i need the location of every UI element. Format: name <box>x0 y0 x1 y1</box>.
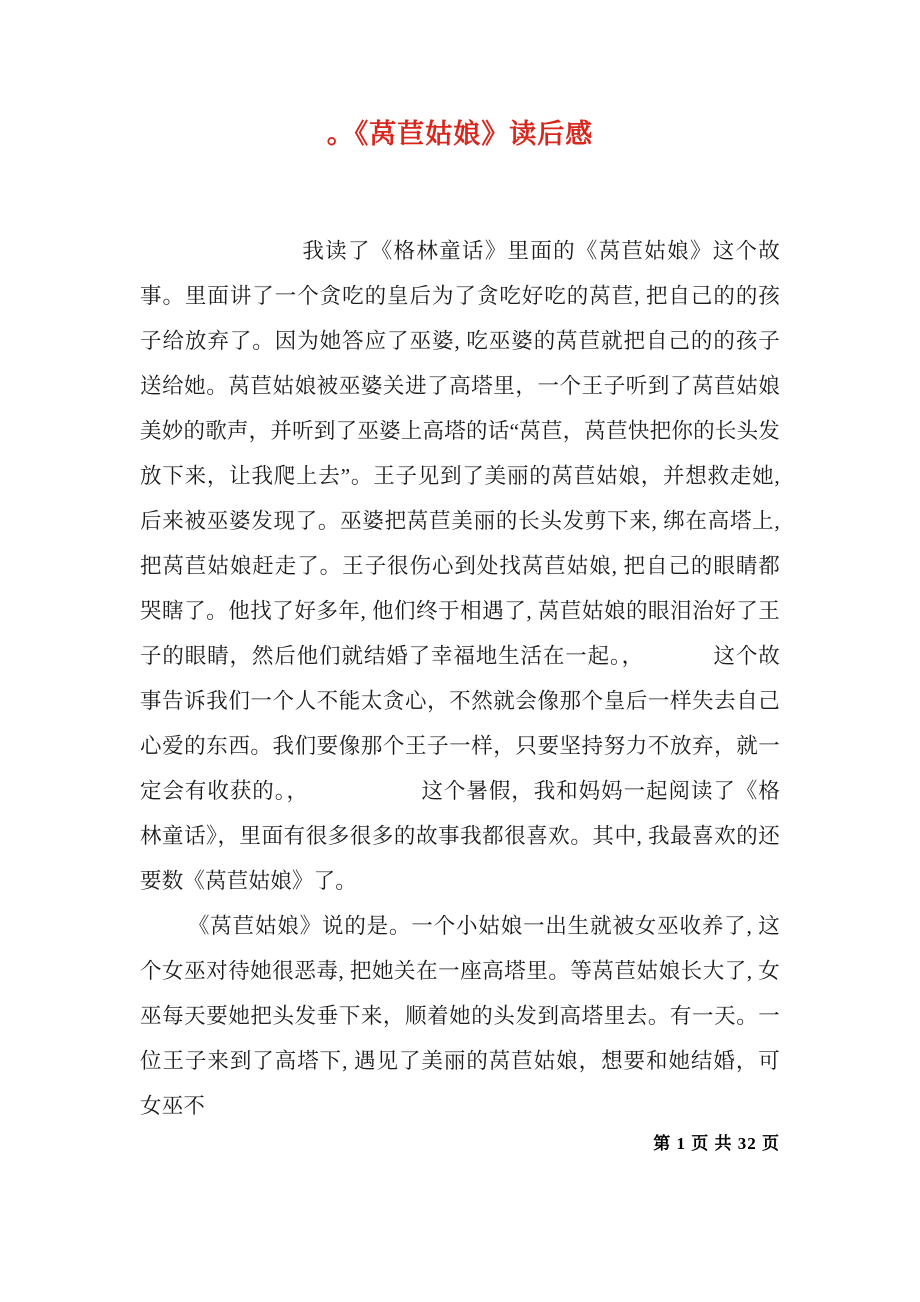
paragraph-block <box>140 229 780 904</box>
paragraph-text-4: 《莴苣姑娘》说的是。一个小姑娘一出生就被女巫收养了, 这个女巫对待她很恶毒, 把她关在一座高塔里。等莴苣姑娘长大了, 女巫每天要她把头发垂下来，顺着她的头发到高塔里去。有一天。一位王子来到了高塔下, 遇见了美丽的莴苣姑娘，想要和她结婚，可女巫不 <box>140 914 780 1118</box>
paragraph-text-3: 这个暑假，我和妈妈一起阅读了《格林童话》，里面有很多很多的故事我都很喜欢。其中, 我最喜欢的还要数《莴苣姑娘》了。 <box>140 779 781 893</box>
paragraph-text-1: 我读了《格林童话》里面的《莴苣姑娘》这个故事。里面讲了一个贪吃的皇后为了贪吃好吃的莴苣, 把自己的的孩子给放弃了。因为她答应了巫婆, 吃巫婆的莴苣就把自己的的孩子送给她。莴苣姑娘被巫婆关进了高塔里，一个王子听到了莴苣姑娘美妙的歌声，并听到了巫婆上高塔的话“莴苣，莴苣快把你的长头发放下来，让我爬上去”。王子见到了美丽的莴苣姑娘，并想救走她, 后来被巫婆发现了。巫婆把莴苣美丽的长头发剪下来, 绑在高塔上, 把莴苣姑娘赶走了。王子很伤心到处找莴苣姑娘, 把自己的眼睛都哭瞎了。他找了好多年, 他们终于相遇了, 莴苣姑娘的眼泪治好了王子的眼睛，然后他们就结婚了幸福地生活在一起。 <box>140 239 780 668</box>
separator-mark-2: ， <box>286 779 309 803</box>
paragraph-block-last <box>140 904 780 1129</box>
page-footer: 第 1 页 共 32 页 <box>653 1134 780 1153</box>
paragraph-text-2: 这个故事告诉我们一个人不能太贪心，不然就会像那个皇后一样失去自己心爱的东西。我们要像那个王子一样，只要坚持努力不放弃，就一定会有收获的。 <box>140 644 781 803</box>
separator-mark-1: ， <box>621 644 645 668</box>
page-title: 。《莴苣姑娘》读后感 <box>326 119 594 149</box>
document-body <box>140 229 780 1129</box>
